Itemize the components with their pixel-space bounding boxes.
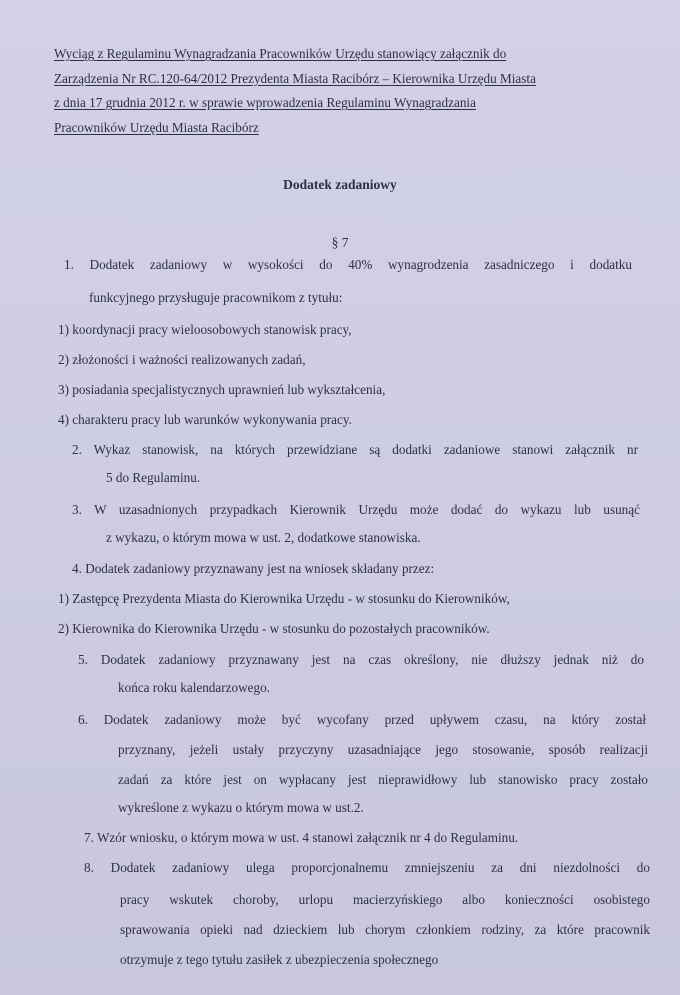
item-6-line-1: 6. Dodatek zadaniowy może być wycofany przed upływem czasu, na który został — [78, 712, 646, 727]
header-line-3: z dnia 17 grudnia 2012 r. w sprawie wprowadzenia Regulaminu Wynagradzania — [54, 95, 476, 110]
item-3-line-2: z wykazu, o którym mowa w ust. 2, dodatkowe stanowiska. — [106, 530, 421, 545]
item-4-sub-2: 2) Kierownika do Kierownika Urzędu - w stosunku do pozostałych pracowników. — [58, 621, 490, 636]
item-5-line-1: 5. Dodatek zadaniowy przyznawany jest na czas określony, nie dłuższy jednak niż do — [78, 652, 644, 667]
item-8-line-3: sprawowania opieki nad dzieckiem lub chorym członkiem rodziny, za które pracownik — [120, 922, 650, 937]
item-8-line-4: otrzymuje z tego tytułu zasiłek z ubezpieczenia społecznego — [120, 952, 439, 967]
header-line-1: Wyciąg z Regulaminu Wynagradzania Pracowników Urzędu stanowiący załącznik do — [54, 46, 507, 61]
item-4-line-1: 4. Dodatek zadaniowy przyznawany jest na wniosek składany przez: — [72, 561, 435, 576]
item-7-line-1: 7. Wzór wniosku, o którym mowa w ust. 4 stanowi załącznik nr 4 do Regulaminu. — [84, 830, 519, 845]
header-line-4: Pracowników Urzędu Miasta Racibórz — [54, 119, 259, 135]
item-4-sub-1: 1) Zastępcę Prezydenta Miasta do Kierownika Urzędu - w stosunku do Kierowników, — [58, 591, 510, 606]
paragraph-number: § 7 — [331, 235, 349, 250]
item-2-line-1: 2. Wykaz stanowisk, na których przewidziane są dodatki zadaniowe stanowi załącznik nr — [72, 442, 638, 457]
item-1-sub-4: 4) charakteru pracy lub warunków wykonywania pracy. — [58, 412, 352, 427]
item-3-line-1: 3. W uzasadnionych przypadkach Kierownik Urzędu może dodać do wykazu lub usunąć — [72, 502, 640, 517]
header-line-2: Zarządzenia Nr RC.120-64/2012 Prezydenta Miasta Racibórz – Kierownika Urzędu Miasta — [54, 70, 536, 86]
item-5-line-2: końca roku kalendarzowego. — [118, 680, 270, 695]
item-6-line-2: przyznany, jeżeli ustały przyczyny uzasadniające jego stosowanie, sposób realizacji — [118, 742, 648, 757]
item-1-sub-1: 1) koordynacji pracy wieloosobowych stanowisk pracy, — [58, 322, 352, 337]
item-6-line-3: zadań za które jest on wypłacany jest nieprawidłowy lub stanowisko pracy zostało — [118, 772, 648, 787]
item-2-line-2: 5 do Regulaminu. — [106, 470, 201, 485]
item-8-line-1: 8. Dodatek zadaniowy ulega proporcjonalnemu zmniejszeniu za dni niezdolności do — [84, 860, 650, 875]
document-header — [54, 42, 644, 140]
document-title: Dodatek zadaniowy — [283, 177, 397, 192]
item-1-sub-2: 2) złożoności i ważności realizowanych zadań, — [58, 352, 306, 367]
item-1-line-2: funkcyjnego przysługuje pracownikom z tytułu: — [89, 290, 343, 305]
item-6-line-4: wykreślone z wykazu o którym mowa w ust.2. — [118, 800, 364, 815]
item-1-line-1: 1. Dodatek zadaniowy w wysokości do 40% wynagrodzenia zasadniczego i dodatku — [64, 257, 632, 272]
item-1-sub-3: 3) posiadania specjalistycznych uprawnień lub wykształcenia, — [58, 382, 386, 397]
item-8-line-2: pracy wskutek choroby, urlopu macierzyńskiego albo konieczności osobistego — [120, 892, 650, 907]
